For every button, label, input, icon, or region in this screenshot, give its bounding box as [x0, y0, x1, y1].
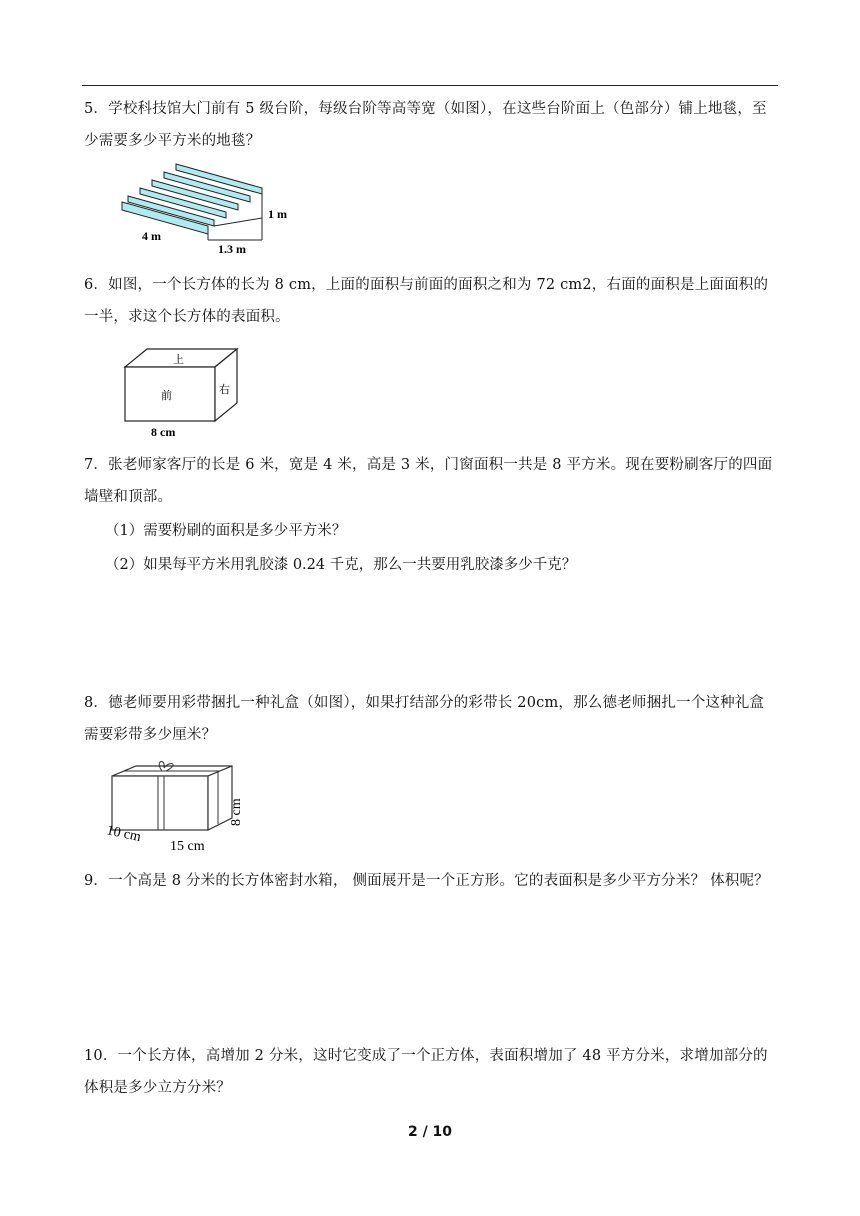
gift-box-figure	[100, 760, 260, 855]
question-7-sub-1: （1）需要粉刷的面积是多少平方米？	[105, 523, 347, 539]
stairs-width-label: 4 m	[142, 229, 161, 243]
gift-box-length-label: 15 cm	[170, 839, 205, 854]
question-7-sub-2: （2）如果每平方米用乳胶漆 0.24 千克，那么一共要用乳胶漆多少千克？	[105, 557, 577, 573]
header-rule	[82, 85, 778, 86]
gift-box-width-label: 10 cm	[105, 823, 143, 846]
stairs-figure	[112, 158, 302, 258]
cuboid-figure	[115, 345, 245, 440]
question-5-text: 5．学校科技馆大门前有 5 级台阶，每级台阶等高等宽（如图），在这些台阶面上（色部分）铺上地毯，至少需要多少平方米的地毯？	[84, 101, 767, 149]
cuboid-length-label: 8 cm	[151, 425, 176, 439]
question-9-text: 9．一个高是 8 分米的长方体密封水箱， 侧面展开是一个正方形。它的表面积是多少平方分米？ 体积呢？	[84, 873, 769, 889]
question-6-text: 6．如图，一个长方体的长为 8 cm，上面的面积与前面的面积之和为 72 cm2，右面的面积是上面面积的一半，求这个长方体的表面积。	[84, 277, 769, 325]
cuboid-front-label: 前	[161, 390, 172, 402]
cuboid-right-label: 右	[219, 384, 230, 396]
stairs-height-label: 1 m	[268, 207, 287, 221]
question-7-text: 7．张老师家客厅的长是 6 米，宽是 4 米，高是 3 米，门窗面积一共是 8 平方米。现在要粉刷客厅的四面墙壁和顶部。	[84, 457, 773, 505]
gift-box-height-label: 8 cm	[229, 798, 244, 826]
stairs-depth-label: 1.3 m	[218, 242, 246, 256]
question-10-text: 10．一个长方体，高增加 2 分米，这时它变成了一个正方体，表面积增加了 48 平方分米，求增加部分的体积是多少立方分米？	[84, 1048, 768, 1096]
cuboid-top-label: 上	[173, 354, 184, 366]
question-8-text: 8．德老师要用彩带捆扎一种礼盒（如图），如果打结部分的彩带长 20cm，那么德老师捆扎一个这种礼盒需要彩带多少厘米？	[84, 695, 765, 743]
page-number: 2 / 10	[407, 1124, 453, 1140]
